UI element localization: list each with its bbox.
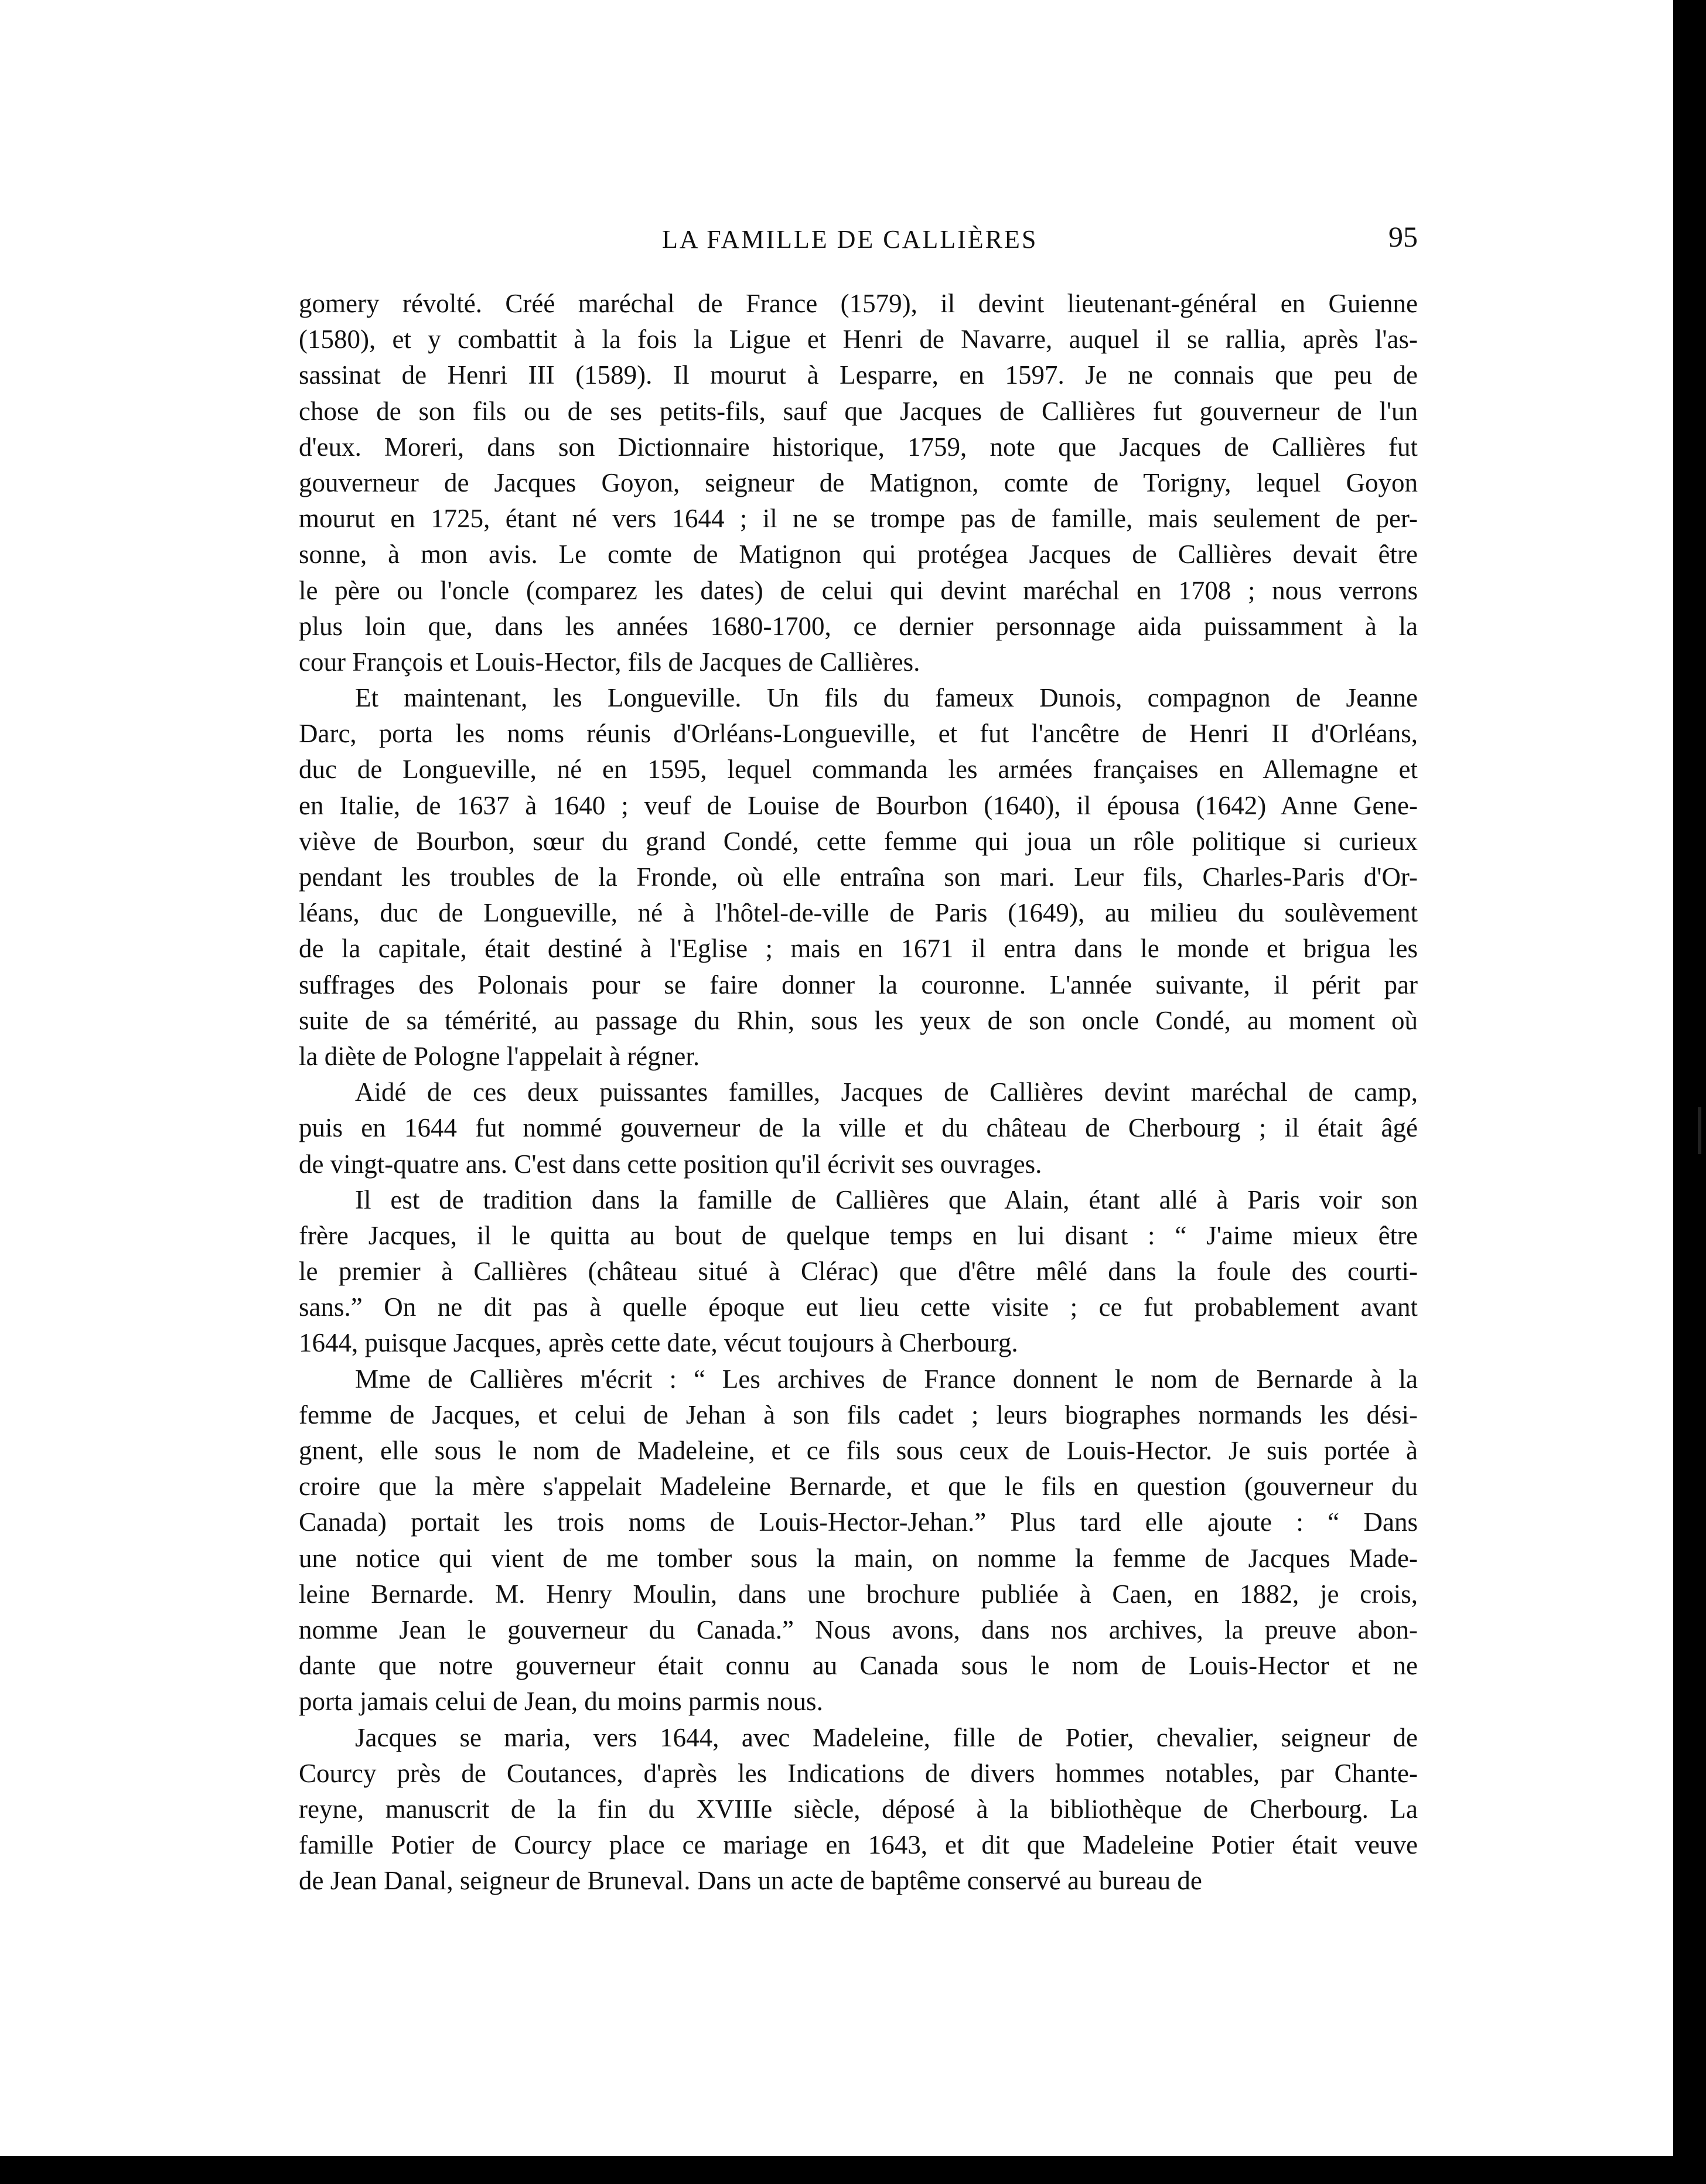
text-line: sans.” On ne dit pas à quelle époque eut lieu cette visite ; ce fut probablement avant (299, 1292, 1418, 1322)
text-line: Darc, porta les noms réunis d'Orléans-Longueville, et fut l'ancêtre de Henri II d'Orléans, (299, 719, 1418, 749)
text-line: Canada) portait les trois noms de Louis-Hector-Jehan.” Plus tard elle ajoute : “ Dans (299, 1507, 1418, 1537)
body-text (299, 286, 1418, 1899)
scan-border (1673, 0, 1706, 2184)
text-line: leine Bernarde. M. Henry Moulin, dans une brochure publiée à Caen, en 1882, je crois, (299, 1579, 1418, 1609)
text-line: Il est de tradition dans la famille de Callières que Alain, étant allé à Paris voir son (355, 1185, 1418, 1214)
text-line: la diète de Pologne l'appelait à régner. (299, 1041, 700, 1071)
running-title: LA FAMILLE DE CALLIÈRES (662, 225, 1038, 254)
page-header (299, 220, 1418, 261)
text-line: femme de Jacques, et celui de Jehan à son fils cadet ; leurs biographes normands les dési- (299, 1400, 1418, 1429)
text-line: frère Jacques, il le quitta au bout de quelque temps en lui disant : “ J'aime mieux être (299, 1220, 1418, 1250)
text-line: Et maintenant, les Longueville. Un fils du fameux Dunois, compagnon de Jeanne (355, 683, 1418, 713)
text-line: de vingt-quatre ans. C'est dans cette position qu'il écrivit ses ouvrages. (299, 1149, 1042, 1179)
text-line: suite de sa témérité, au passage du Rhin, sous les yeux de son oncle Condé, au moment où (299, 1005, 1418, 1035)
paragraph (299, 1720, 1418, 1899)
paragraph (299, 286, 1418, 680)
text-line: pendant les troubles de la Fronde, où elle entraîna son mari. Leur fils, Charles-Paris d'Or- (299, 862, 1418, 892)
text-line: gnent, elle sous le nom de Madeleine, et ce fils sous ceux de Louis-Hector. Je suis portée à (299, 1436, 1418, 1465)
text-line: viève de Bourbon, sœur du grand Condé, cette femme qui joua un rôle politique si curieux (299, 826, 1418, 856)
paragraph (299, 1182, 1418, 1361)
scan-tick-mark (1698, 1107, 1701, 1154)
text-line: Jacques se maria, vers 1644, avec Madeleine, fille de Potier, chevalier, seigneur de (355, 1722, 1418, 1752)
text-line: nomme Jean le gouverneur du Canada.” Nous avons, dans nos archives, la preuve abon- (299, 1615, 1418, 1644)
text-line: léans, duc de Longueville, né à l'hôtel-de-ville de Paris (1649), au milieu du soulèvement (299, 898, 1418, 928)
paragraph (299, 1074, 1418, 1182)
text-line: Mme de Callières m'écrit : “ Les archives de France donnent le nom de Bernarde à la (355, 1364, 1418, 1394)
text-line: sonne, à mon avis. Le comte de Matignon qui protégea Jacques de Callières devait être (299, 540, 1418, 569)
text-line: famille Potier de Courcy place ce mariage en 1643, et dit que Madeleine Potier était veuve (299, 1830, 1418, 1860)
text-line: mourut en 1725, étant né vers 1644 ; il ne se trompe pas de famille, mais seulement de per- (299, 504, 1418, 534)
text-line: d'eux. Moreri, dans son Dictionnaire historique, 1759, note que Jacques de Callières fut (299, 432, 1418, 462)
text-line: croire que la mère s'appelait Madeleine Bernarde, et que le fils en question (gouverneur du (299, 1472, 1418, 1502)
text-line: gomery révolté. Créé maréchal de France (1579), il devint lieutenant-général en Guienne (299, 289, 1418, 318)
text-line: sassinat de Henri III (1589). Il mourut à Lesparre, en 1597. Je ne connais que peu de (299, 360, 1418, 390)
text-line: en Italie, de 1637 à 1640 ; veuf de Louise de Bourbon (1640), il épousa (1642) Anne Gene- (299, 790, 1418, 820)
text-line: dante que notre gouverneur était connu au Canada sous le nom de Louis-Hector et ne (299, 1651, 1418, 1681)
text-line: duc de Longueville, né en 1595, lequel commanda les armées françaises en Allemagne et (299, 755, 1418, 784)
text-line: une notice qui vient de me tomber sous la main, on nomme la femme de Jacques Made- (299, 1543, 1418, 1573)
text-line: porta jamais celui de Jean, du moins parmis nous. (299, 1687, 823, 1717)
paragraph (299, 1361, 1418, 1720)
text-line: de Jean Danal, seigneur de Bruneval. Dans un acte de baptême conservé au bureau de (299, 1866, 1202, 1896)
paragraph (299, 680, 1418, 1074)
text-line: de la capitale, était destiné à l'Eglise ; mais en 1671 il entra dans le monde et brigua les (299, 934, 1418, 964)
text-line: 1644, puisque Jacques, après cette date, vécut toujours à Cherbourg. (299, 1328, 1018, 1358)
text-line: gouverneur de Jacques Goyon, seigneur de Matignon, comte de Torigny, lequel Goyon (299, 467, 1418, 497)
text-line: le père ou l'oncle (comparez les dates) de celui qui devint maréchal en 1708 ; nous verrons (299, 575, 1418, 605)
text-line: Courcy près de Coutances, d'après les Indications de divers hommes notables, par Chante- (299, 1758, 1418, 1788)
text-line: cour François et Louis-Hector, fils de Jacques de Callières. (299, 647, 920, 677)
text-line: plus loin que, dans les années 1680-1700, ce dernier personnage aida puissamment à la (299, 611, 1418, 641)
page-number: 95 (1388, 220, 1418, 253)
text-line: chose de son fils ou de ses petits-fils, sauf que Jacques de Callières fut gouverneur de l'un (299, 396, 1418, 426)
text-line: reyne, manuscrit de la fin du XVIIIe siècle, déposé à la bibliothèque de Cherbourg. La (299, 1794, 1418, 1824)
text-line: suffrages des Polonais pour se faire donner la couronne. L'année suivante, il périt par (299, 970, 1418, 999)
text-line: le premier à Callières (château situé à Clérac) que d'être mêlé dans la foule des courti- (299, 1257, 1418, 1286)
text-line: Aidé de ces deux puissantes familles, Jacques de Callières devint maréchal de camp, (355, 1077, 1418, 1107)
text-line: (1580), et y combattit à la fois la Ligue et Henri de Navarre, auquel il se rallia, après l'as- (299, 325, 1418, 354)
text-line: puis en 1644 fut nommé gouverneur de la ville et du château de Cherbourg ; il était âgé (299, 1113, 1418, 1143)
